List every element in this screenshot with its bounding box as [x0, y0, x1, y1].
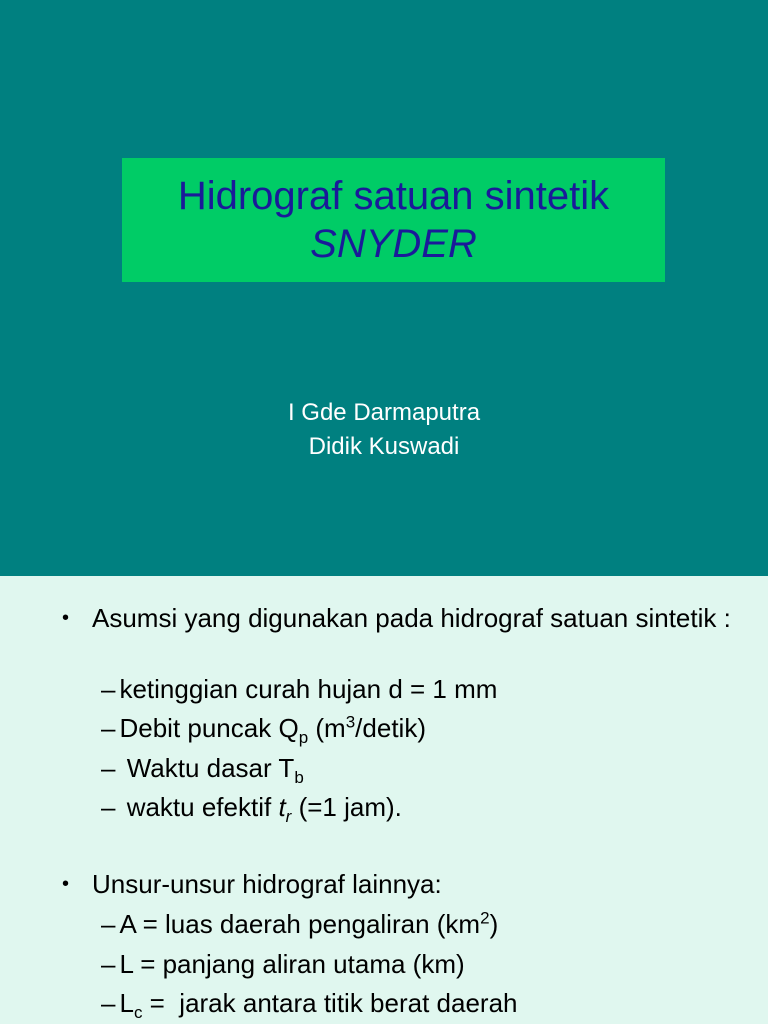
dash: –	[101, 753, 116, 783]
italic-symbol: t	[278, 792, 286, 822]
dash: –	[101, 713, 116, 743]
author-2: Didik Kuswadi	[308, 433, 460, 460]
title-box	[122, 158, 665, 282]
bullet-text: Asumsi yang digunakan pada hidrograf satuan sintetik :	[92, 603, 731, 633]
dash: –	[101, 988, 116, 1018]
authors	[0, 396, 768, 464]
bullet-dot: •	[62, 607, 70, 629]
list-item-luas	[101, 907, 498, 941]
subscript: p	[298, 728, 309, 748]
superscript: 3	[345, 712, 356, 732]
item-text: L	[119, 988, 134, 1018]
list-item-waktu-efektif	[101, 790, 402, 827]
list-item-jarak	[101, 986, 518, 1023]
item-text: waktu efektif	[119, 792, 279, 822]
bullet-dot: •	[62, 873, 70, 895]
content-slide	[0, 576, 768, 1024]
item-text: Debit puncak Q	[119, 713, 299, 743]
item-text: A = luas daerah pengaliran (km	[119, 909, 481, 939]
title-line-2: SNYDER	[310, 222, 477, 266]
dash: –	[101, 792, 116, 822]
item-text-mid: (m	[308, 713, 346, 743]
list-item-waktu-dasar	[101, 751, 304, 788]
list-item-ketinggian	[101, 672, 497, 706]
item-text-post: /detik)	[355, 713, 426, 743]
bullet-asumsi	[62, 602, 742, 634]
item-text-post: (=1 jam).	[291, 792, 402, 822]
item-text-post: )	[489, 909, 499, 939]
item-text: L = panjang aliran utama (km)	[119, 949, 465, 979]
item-text: Waktu dasar T	[119, 753, 295, 783]
item-text-post: = jarak antara titik berat daerah	[142, 988, 518, 1018]
list-item-debit	[101, 711, 426, 748]
bullet-unsur	[62, 868, 742, 900]
bullet-text: Unsur-unsur hidrograf lainnya:	[92, 869, 442, 899]
author-1: I Gde Darmaputra	[287, 399, 481, 426]
subscript: b	[294, 768, 304, 788]
item-text: ketinggian curah hujan d = 1 mm	[119, 674, 498, 704]
subscript: c	[133, 1003, 143, 1023]
dash: –	[101, 909, 116, 939]
superscript: 2	[480, 908, 490, 928]
list-item-panjang	[101, 947, 465, 981]
title-line-1: Hidrograf satuan sintetik	[177, 174, 610, 218]
dash: –	[101, 949, 116, 979]
dash: –	[101, 674, 116, 704]
subscript: r	[285, 807, 292, 827]
